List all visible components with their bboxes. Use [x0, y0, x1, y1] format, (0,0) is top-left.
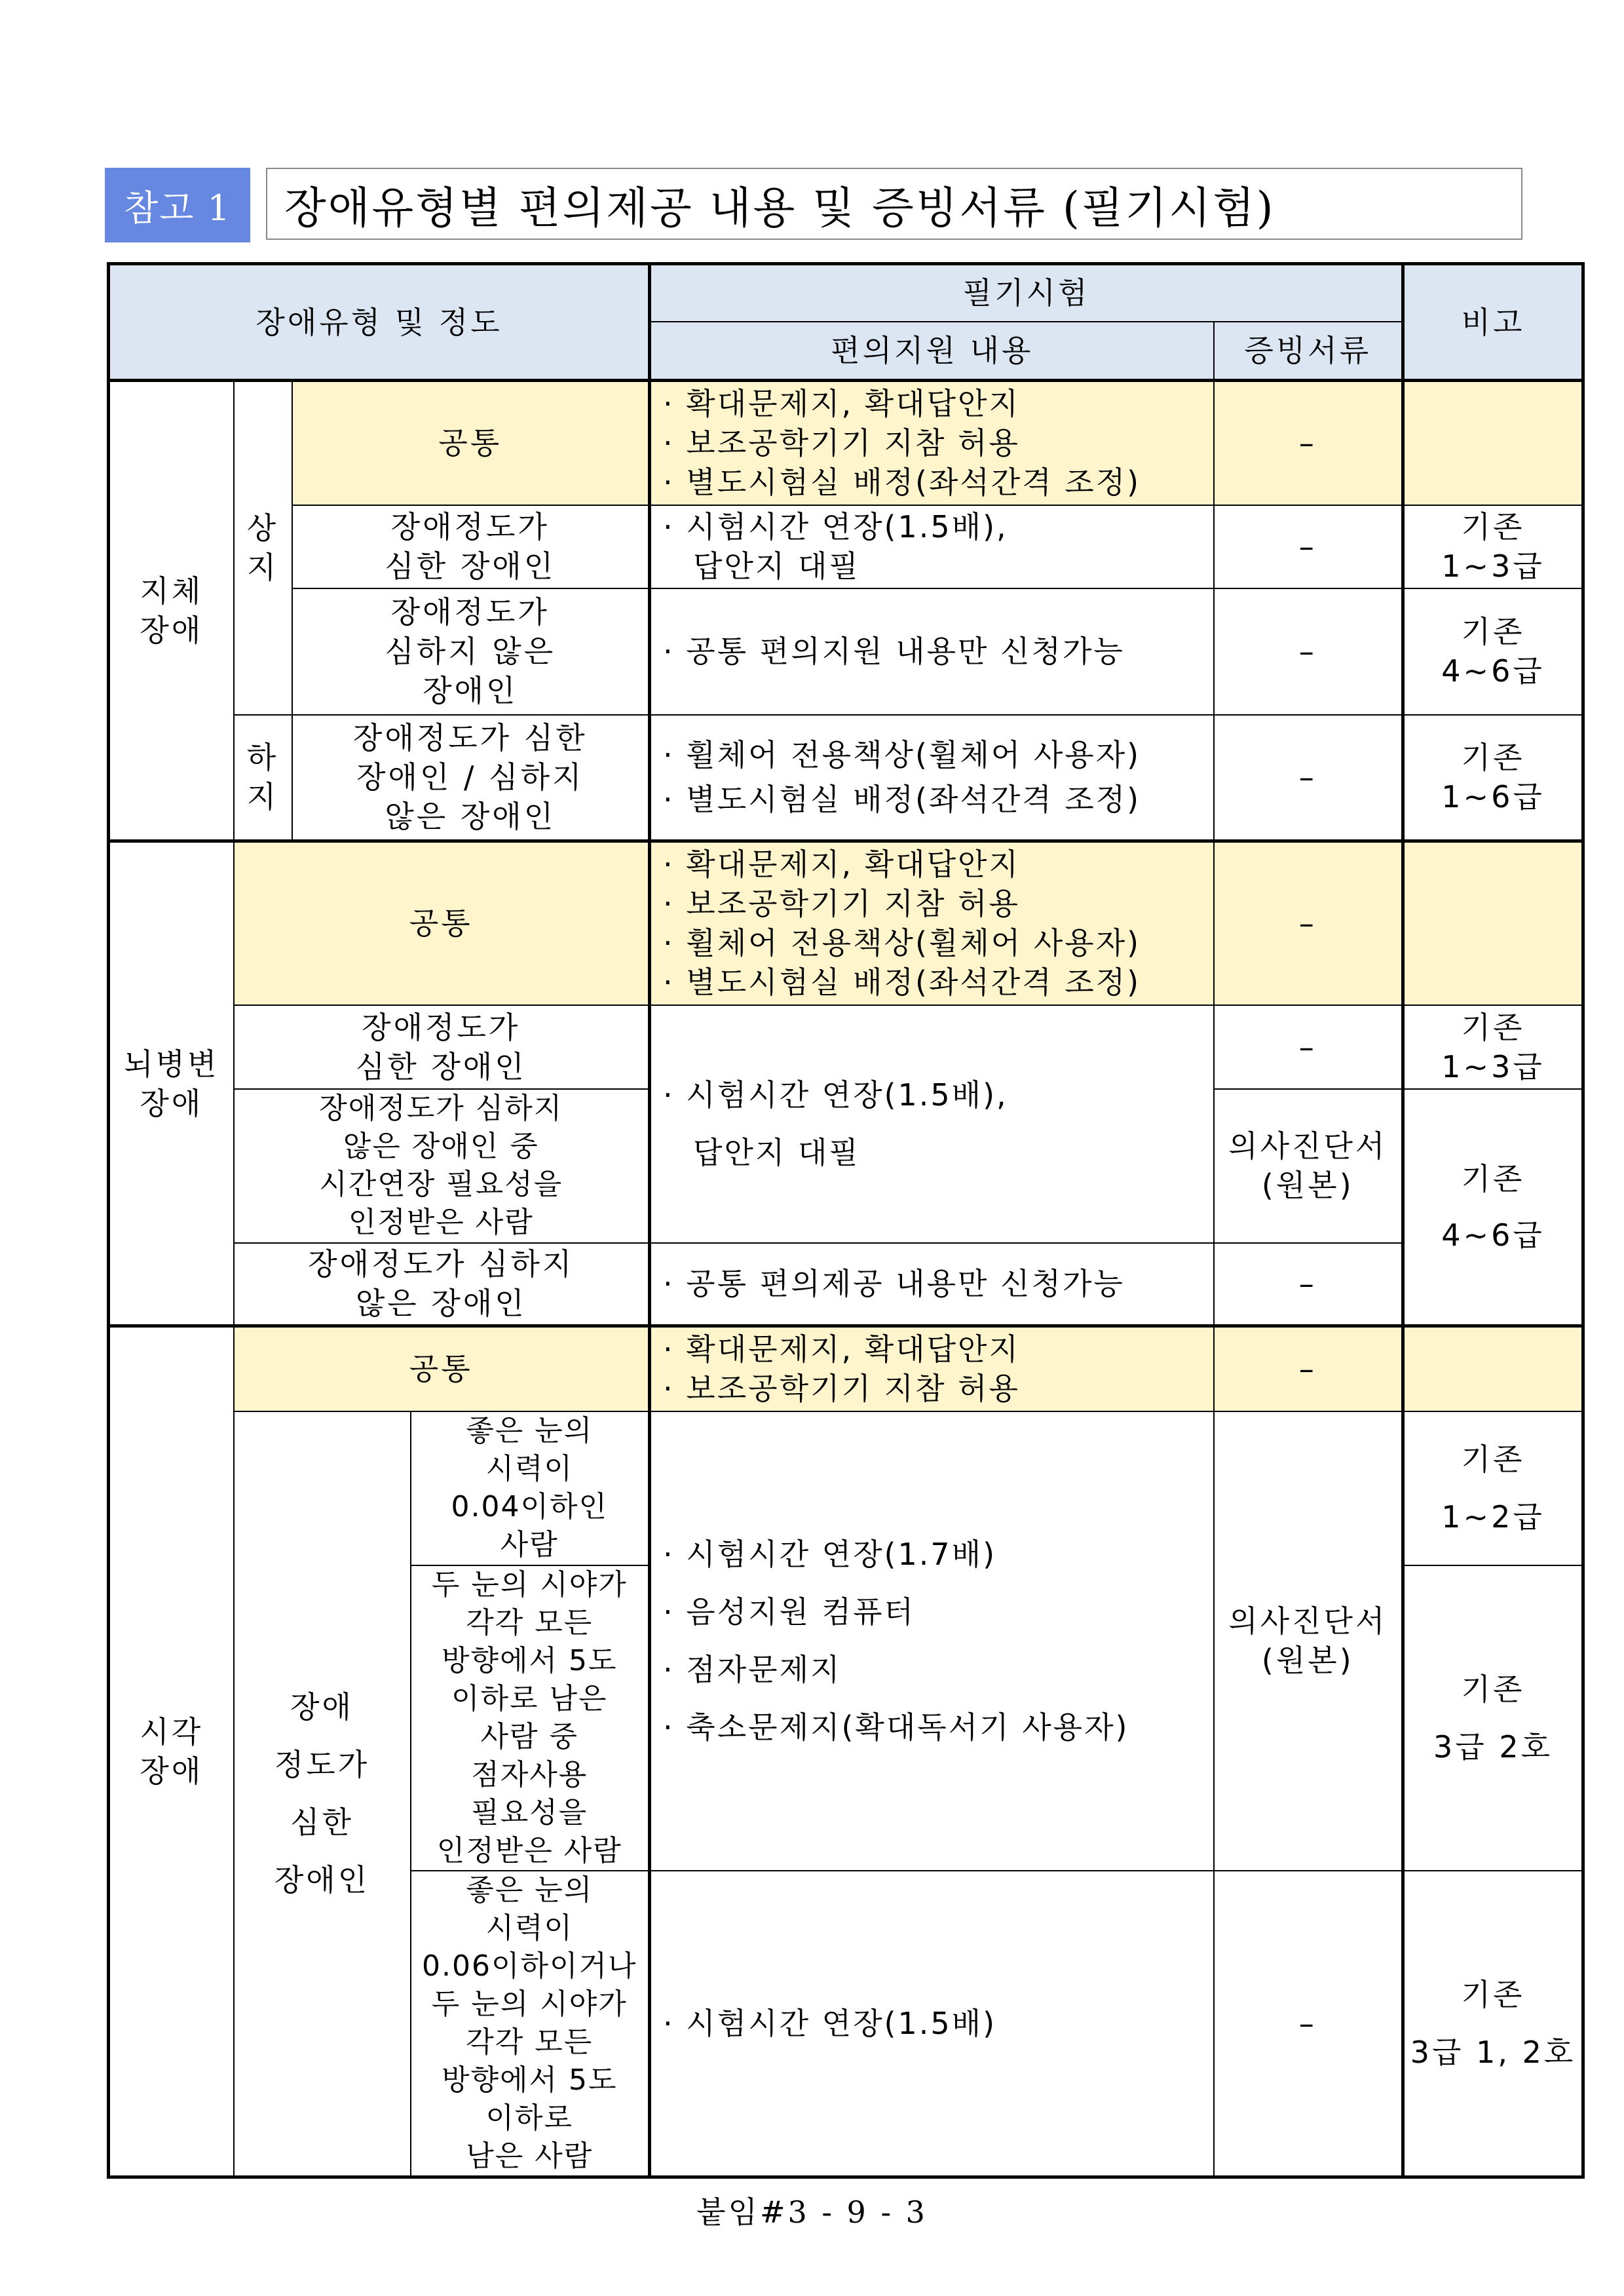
visual-sub3-support: · 시험시간 연장(1.5배): [650, 1871, 1214, 2177]
brain-mild-label: 장애정도가 심하지 않은 장애인: [234, 1243, 650, 1326]
brain-extended-support: · 시험시간 연장(1.5배), 답안지 대필: [650, 1005, 1214, 1243]
accommodation-table: [107, 262, 1585, 2179]
header-evidence: 증빙서류: [1214, 322, 1403, 381]
page-title: 장애유형별 편의제공 내용 및 증빙서류 (필기시험): [266, 168, 1522, 240]
reference-badge: 참고 1: [105, 168, 250, 242]
visual-common-support: · 확대문제지, 확대답안지 · 보조공학기기 지참 허용: [650, 1326, 1214, 1411]
brain-mild-remark: 기존 4∼6급: [1403, 1089, 1583, 1326]
visual-sub12-evidence: 의사진단서 (원본): [1214, 1411, 1403, 1871]
limb-lower-remark: 기존 1∼6급: [1403, 715, 1583, 841]
visual-sub3-label: 좋은 눈의 시력이 0.06이하이거나 두 눈의 시야가 각각 모든 방향에서 5도 이하로 남은 사람: [411, 1871, 650, 2177]
limb-mild-evidence: –: [1214, 588, 1403, 715]
visual-sub1-remark: 기존 1∼2급: [1403, 1411, 1583, 1565]
header-type-degree: 장애유형 및 정도: [109, 264, 650, 381]
limb-common-support: · 확대문제지, 확대답안지 · 보조공학기기 지참 허용 · 별도시험실 배정(좌석간격 조정): [650, 381, 1214, 505]
limb-common-evidence: –: [1214, 381, 1403, 505]
limb-category: 지체 장애: [109, 381, 234, 841]
limb-mild-remark: 기존 4∼6급: [1403, 588, 1583, 715]
visual-sub1-label: 좋은 눈의 시력이 0.04이하인 사람: [411, 1411, 650, 1565]
visual-common-remark: [1403, 1326, 1583, 1411]
brain-mild-need-evidence: 의사진단서 (원본): [1214, 1089, 1403, 1243]
brain-common-evidence: –: [1214, 841, 1403, 1005]
header-written-exam: 필기시험: [650, 264, 1403, 322]
limb-lower-degree-label: 장애정도가 심한 장애인 / 심하지 않은 장애인: [292, 715, 650, 841]
limb-lower-evidence: –: [1214, 715, 1403, 841]
brain-common-remark: [1403, 841, 1583, 1005]
limb-severe-remark: 기존 1∼3급: [1403, 505, 1583, 588]
limb-common-label: 공통: [292, 381, 650, 505]
visual-severe-label: 장애 정도가 심한 장애인: [234, 1411, 411, 2177]
brain-common-label: 공통: [234, 841, 650, 1005]
brain-severe-remark: 기존 1∼3급: [1403, 1005, 1583, 1089]
limb-mild-label: 장애정도가 심하지 않은 장애인: [292, 588, 650, 715]
visual-sub2-label: 두 눈의 시야가 각각 모든 방향에서 5도 이하로 남은 사람 중 점자사용 필요성을 인정받은 사람: [411, 1565, 650, 1871]
limb-common-remark: [1403, 381, 1583, 505]
visual-sub3-remark: 기존 3급 1, 2호: [1403, 1871, 1583, 2177]
header-remarks: 비고: [1403, 264, 1583, 381]
limb-mild-support: · 공통 편의지원 내용만 신청가능: [650, 588, 1214, 715]
brain-mild-evidence: –: [1214, 1243, 1403, 1326]
visual-common-label: 공통: [234, 1326, 650, 1411]
page-footer: 붙임#3 - 9 - 3: [696, 2194, 928, 2230]
limb-severe-evidence: –: [1214, 505, 1403, 588]
visual-category: 시각 장애: [109, 1326, 234, 2177]
brain-severe-evidence: –: [1214, 1005, 1403, 1089]
limb-severe-label: 장애정도가 심한 장애인: [292, 505, 650, 588]
brain-common-support: · 확대문제지, 확대답안지 · 보조공학기기 지참 허용 · 휠체어 전용책상(휠체어 사용자) · 별도시험실 배정(좌석간격 조정): [650, 841, 1214, 1005]
visual-sub12-support: · 시험시간 연장(1.7배) · 음성지원 컴퓨터 · 점자문제지 · 축소문제지(확대독서기 사용자): [650, 1411, 1214, 1871]
limb-lower-support: · 휠체어 전용책상(휠체어 사용자) · 별도시험실 배정(좌석간격 조정): [650, 715, 1214, 841]
brain-severe-label: 장애정도가 심한 장애인: [234, 1005, 650, 1089]
visual-common-evidence: –: [1214, 1326, 1403, 1411]
limb-upper-label: 상 지: [234, 381, 292, 715]
brain-mild-need-label: 장애정도가 심하지 않은 장애인 중 시간연장 필요성을 인정받은 사람: [234, 1089, 650, 1243]
visual-sub3-evidence: –: [1214, 1871, 1403, 2177]
brain-category: 뇌병변 장애: [109, 841, 234, 1326]
brain-mild-support: · 공통 편의제공 내용만 신청가능: [650, 1243, 1214, 1326]
visual-sub2-remark: 기존 3급 2호: [1403, 1565, 1583, 1871]
header-support-content: 편의지원 내용: [650, 322, 1214, 381]
limb-severe-support: · 시험시간 연장(1.5배), 답안지 대필: [650, 505, 1214, 588]
limb-lower-label: 하 지: [234, 715, 292, 841]
